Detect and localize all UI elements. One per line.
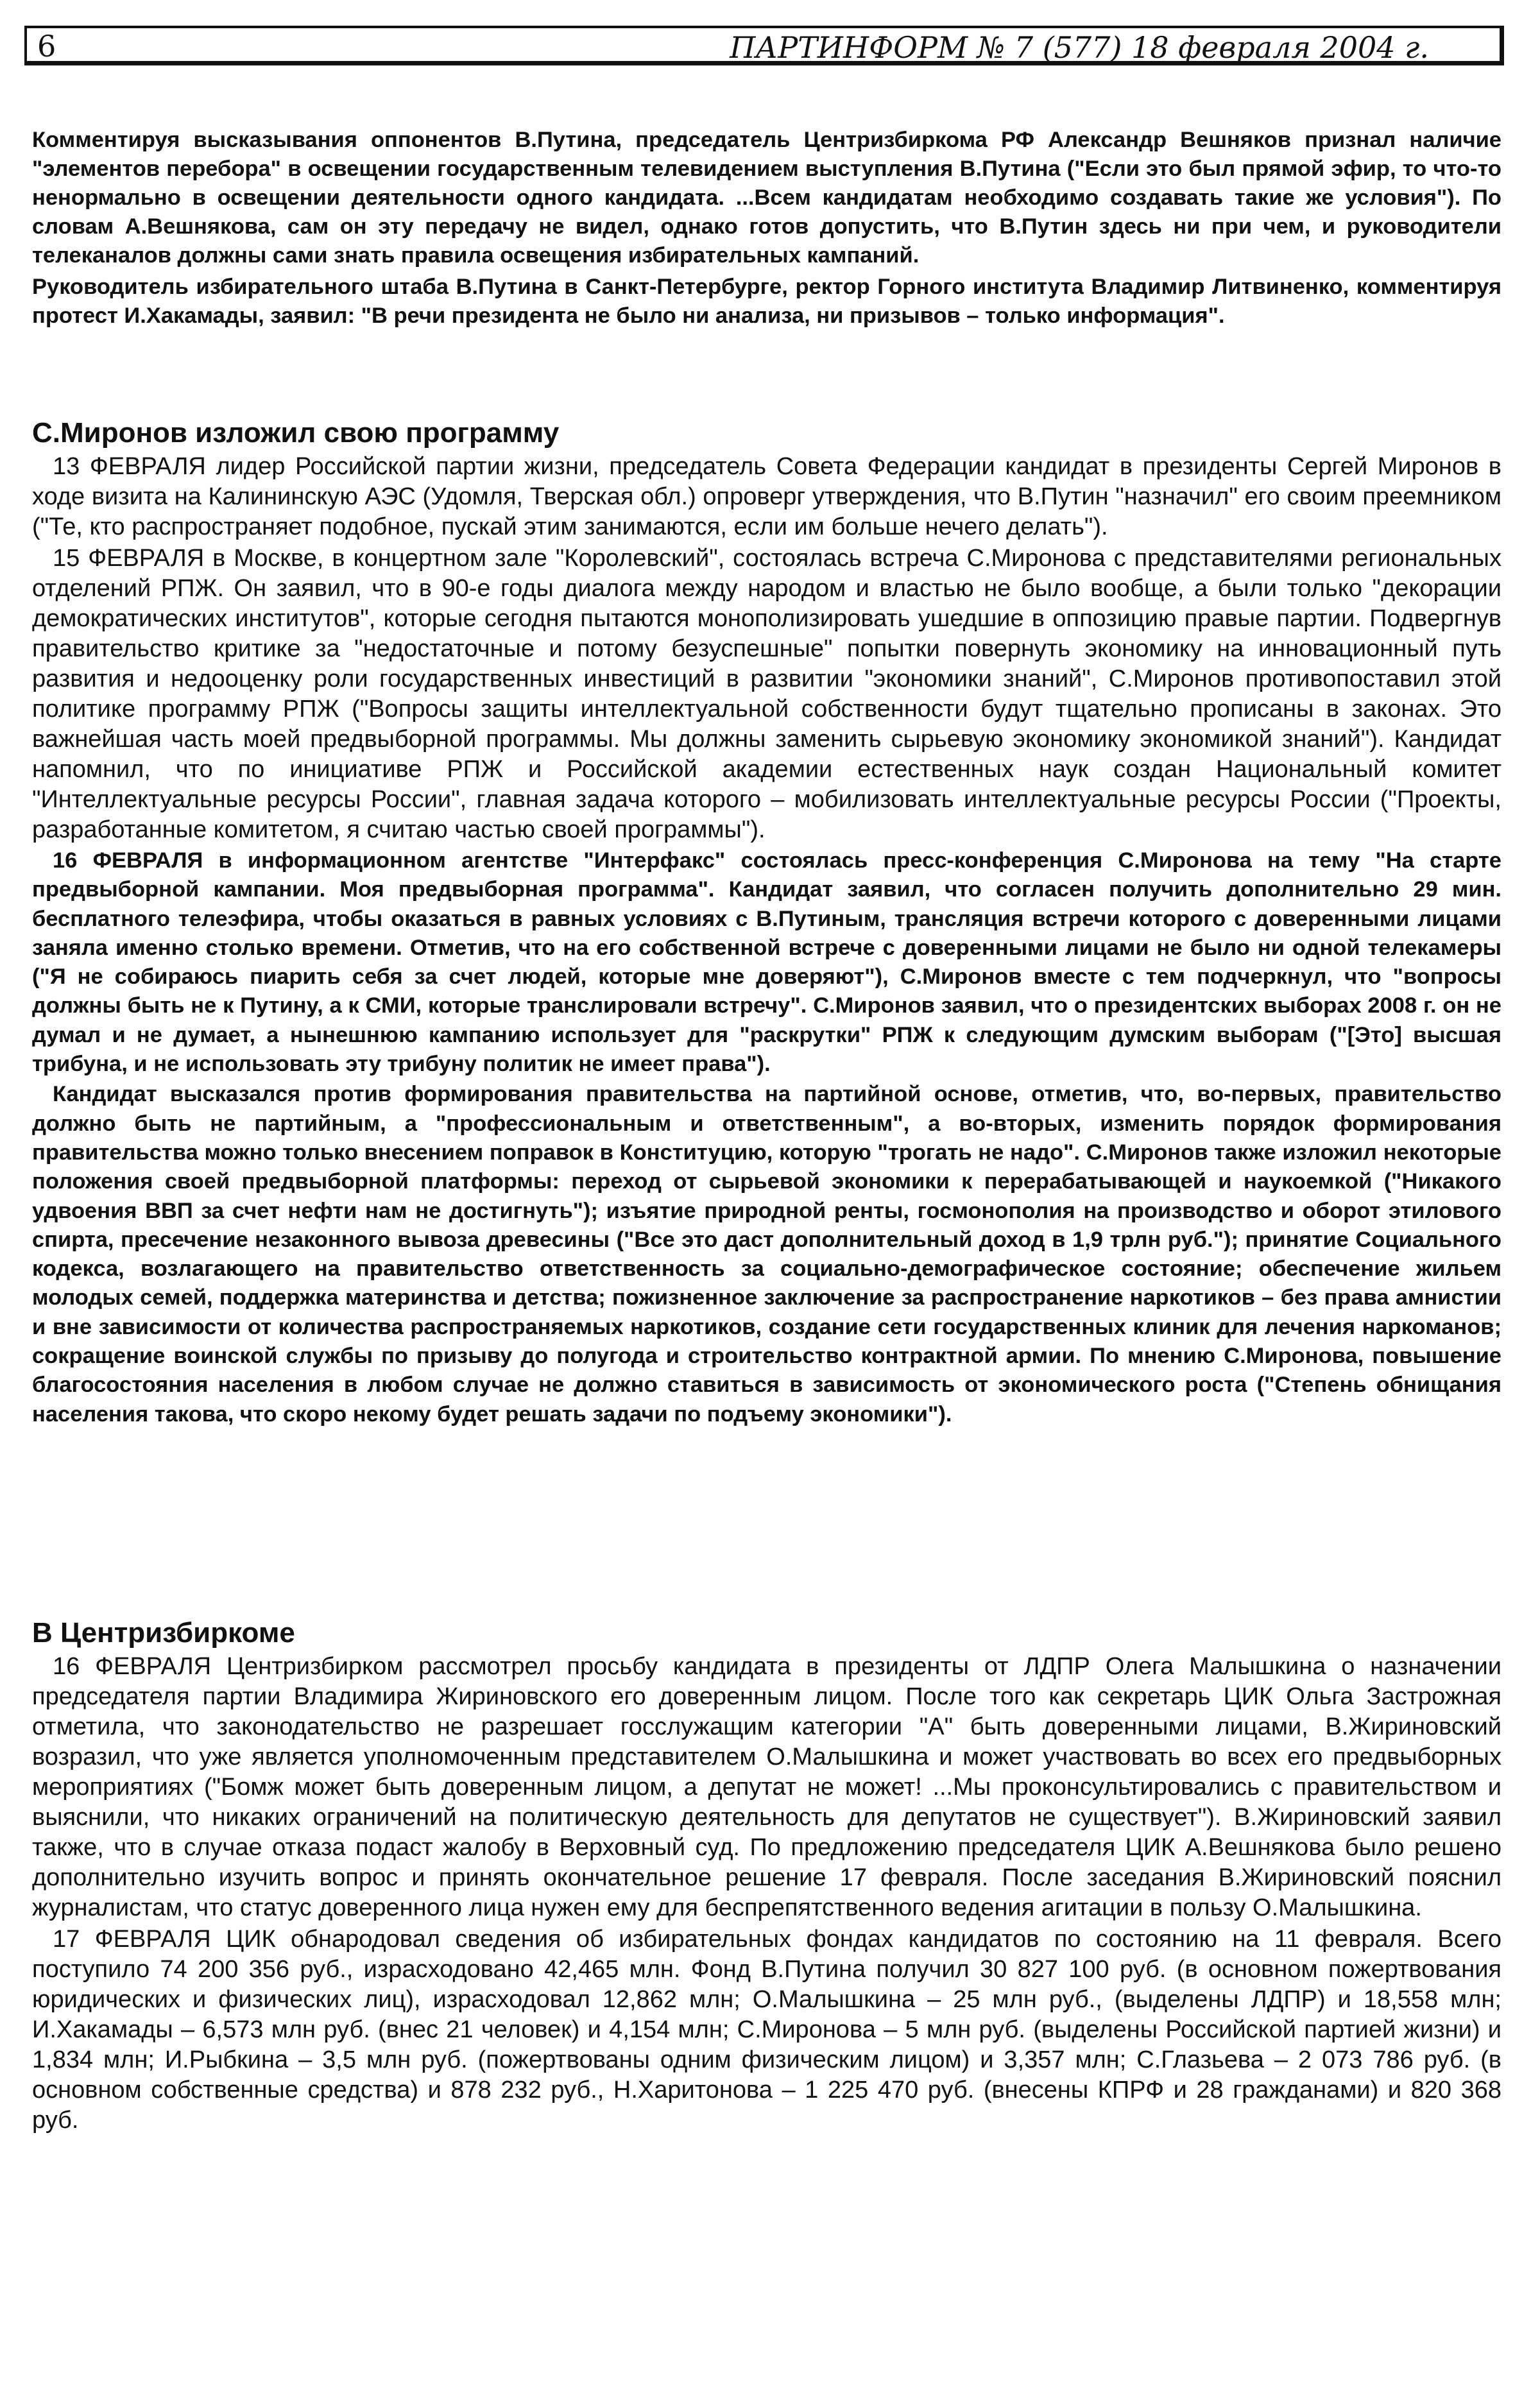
article-paragraph: Кандидат высказался против формирования правительства на партийной основе, отметив, что, во-первых, правительство должно быть не партийным, а "профессиональным и ответственным", а во-вторых, изменить порядок формирования правительства можно только внесением поправок в Конституцию, которую "трогать не надо". С.Миронов также изложил некоторые положения своей предвыборной платформы: переход от сырьевой экономики к перерабатывающей и наукоемкой ("Никакого удвоения ВВП за счет нефти нам не достигнуть"); изъятие природной ренты, госмонополия на производство и оборот этилового спирта, пресечение незаконного вывоза древесины ("Все это даст дополнительный доход в 1,9 трлн руб."); принятие Социального кодекса, возлагающего на правительство ответственность за социально-демографическое состояние; обеспечение жильем молодых семей, поддержка материнства и детства; пожизненное заключение за распространение наркотиков – без права амнистии и вне зависимости от количества распространяемых наркотиков, создание сети государственных клиник для лечения наркоманов; сокращение воинской службы по призыву до полугода и строительство контрактной армии. По мнению С.Миронова, повышение благосостояния населения в любом случае не должно ставиться в зависимость от экономического роста ("Степень обнищания населения такова, что скоро некому будет решать задачи по подъему экономики"). bbox=[32, 1082, 1502, 1427]
page-number: 6 bbox=[37, 29, 56, 64]
section-title: С.Миронов изложил свою программу bbox=[32, 417, 560, 449]
article-paragraph: 13 ФЕВРАЛЯ лидер Российской партии жизни, председатель Совета Федерации кандидат в президенты Сергей Миронов в ходе визита на Калининскую АЭС (Удомля, Тверская обл.) опроверг утверждения, что В.Путин "назначил" его своим преемником ("Те, кто распространяет подобное, пускай этим занимаются, если им больше нечего делать"). bbox=[32, 453, 1502, 540]
intro-paragraph: Руководитель избирательного штаба В.Путина в Санкт-Петербурге, ректор Горного института Владимир Литвиненко, комментируя протест И.Хакамады, заявил: "В речи президента не было ни анализа, ни призывов – только информация". bbox=[32, 275, 1502, 328]
section-title: В Центризбиркоме bbox=[32, 1617, 295, 1649]
article-paragraph: 15 ФЕВРАЛЯ в Москве, в концертном зале "Королевский", состоялась встреча С.Миронова с представителями региональных отделений РПЖ. Он заявил, что в 90-е годы диалога между народом и властью не было вообще, а были только "декорации демократических институтов", которые сегодня пытаются монополизировать ушедшие в оппозицию правые партии. Подвергнув правительство критике за "недостаточные и потому безуспешные" попытки повернуть экономику на инновационный путь развития и недооценку роли государственных инвестиций в развитии "экономики знаний", С.Миронов противопоставил этой политике программу РПЖ ("Вопросы защиты интеллектуальной собственности будут тщательно прописаны в законах. Это важнейшая часть моей предвыборной программы. Мы должны заменить сырьевую экономику экономикой знаний"). Кандидат напомнил, что по инициативе РПЖ и Российской академии естественных наук создан Национальный комитет "Интеллектуальные ресурсы России", главная задача которого – мобилизовать интеллектуальные ресурсы России ("Проекты, разработанные комитетом, я считаю частью своей программы"). bbox=[32, 545, 1502, 843]
intro-block bbox=[32, 126, 1502, 330]
intro-paragraph: Комментируя высказывания оппонентов В.Путина, председатель Центризбиркома РФ Александр Вешняков признал наличие "элементов перебора" в освещении государственным телевидением выступления В.Путина ("Если это был прямой эфир, то что-то ненормально в освещении деятельности одного кандидата. ...Всем кандидатам необходимо создавать такие же условия"). По словам А.Вешнякова, сам он эту передачу не видел, однако готов допустить, что В.Путин здесь ни при чем, и руководители телеканалов должны сами знать правила освещения избирательных кампаний. bbox=[32, 128, 1502, 268]
article-paragraph: 16 ФЕВРАЛЯ в информационном агентстве "Интерфакс" состоялась пресс-конференция С.Миронова на тему "На старте предвыборной кампании. Моя предвыборная программа". Кандидат заявил, что согласен получить дополнительно 29 мин. бесплатного телеэфира, чтобы оказаться в равных условиях с В.Путиным, трансляция встречи которого с доверенными лицами заняла именно столько времени. Отметив, что на его собственной встрече с доверенными лицами не было ни одной телекамеры ("Я не собираюсь пиарить себя за счет людей, которые мне доверяют"), С.Миронов вместе с тем подчеркнул, что "вопросы должны быть не к Путину, а к СМИ, которые транслировали встречу". С.Миронов заявил, что о президентских выборах 2008 г. он не думал и не думает, а нынешнюю кампанию использует для "раскрутки" РПЖ к следующим думским выборам ("[Это] высшая трибуна, и не использовать эту трибуну политик не имеет права"). bbox=[32, 848, 1502, 1077]
section-cik bbox=[32, 1615, 1502, 2136]
article-paragraph: 16 ФЕВРАЛЯ Центризбирком рассмотрел просьбу кандидата в президенты от ЛДПР Олега Малышкина о назначении председателя партии Владимира Жириновского его доверенным лицом. После того как секретарь ЦИК Ольга Застрожная отметила, что законодательство не разрешает госслужащим категории "А" быть доверенными лицами, В.Жириновский возразил, что уже является уполномоченным представителем О.Малышкина и может участвовать во всех его предвыборных мероприятиях ("Бомж может быть доверенным лицом, а депутат не может! ...Мы проконсультировались с правительством и выяснили, что никаких ограничений на политическую деятельность для депутатов не существует"). В.Жириновский заявил также, что в случае отказа подаст жалобу в Верховный суд. По предложению председателя ЦИК А.Вешнякова было решено дополнительно изучить вопрос и принять окончательное решение 17 февраля. После заседания В.Жириновский пояснил журналистам, что статус доверенного лица нужен ему для беспрепятственного ведения агитации в пользу О.Малышкина. bbox=[32, 1653, 1502, 1921]
page-header bbox=[24, 26, 1504, 65]
journal-issue-title: ПАРТИНФОРМ № 7 (577) 18 февраля 2004 г. bbox=[730, 30, 1429, 65]
article-paragraph: 17 ФЕВРАЛЯ ЦИК обнародовал сведения об избирательных фондах кандидатов по состоянию на 11 февраля. Всего поступило 74 200 356 руб., израсходовано 42,465 млн. Фонд В.Путина получил 30 827 100 руб. (в основном пожертвования юридических и физических лиц), израсходовал 12,862 млн; О.Малышкина – 25 млн руб., (выделены ЛДПР) и 18,558 млн; И.Хакамады – 6,573 млн руб. (внес 21 человек) и 4,154 млн; С.Миронова – 5 млн руб. (выделены Российской партией жизни) и 1,834 млн; И.Рыбкина – 3,5 млн руб. (пожертвованы одним физическим лицом) и 3,357 млн; С.Глазьева – 2 073 786 руб. (в основном собственные средства) и 878 232 руб., Н.Харитонова – 1 225 470 руб. (внесены КПРФ и 28 гражданами) и 820 368 руб. bbox=[32, 1926, 1502, 2134]
section-mironov bbox=[32, 415, 1502, 1429]
